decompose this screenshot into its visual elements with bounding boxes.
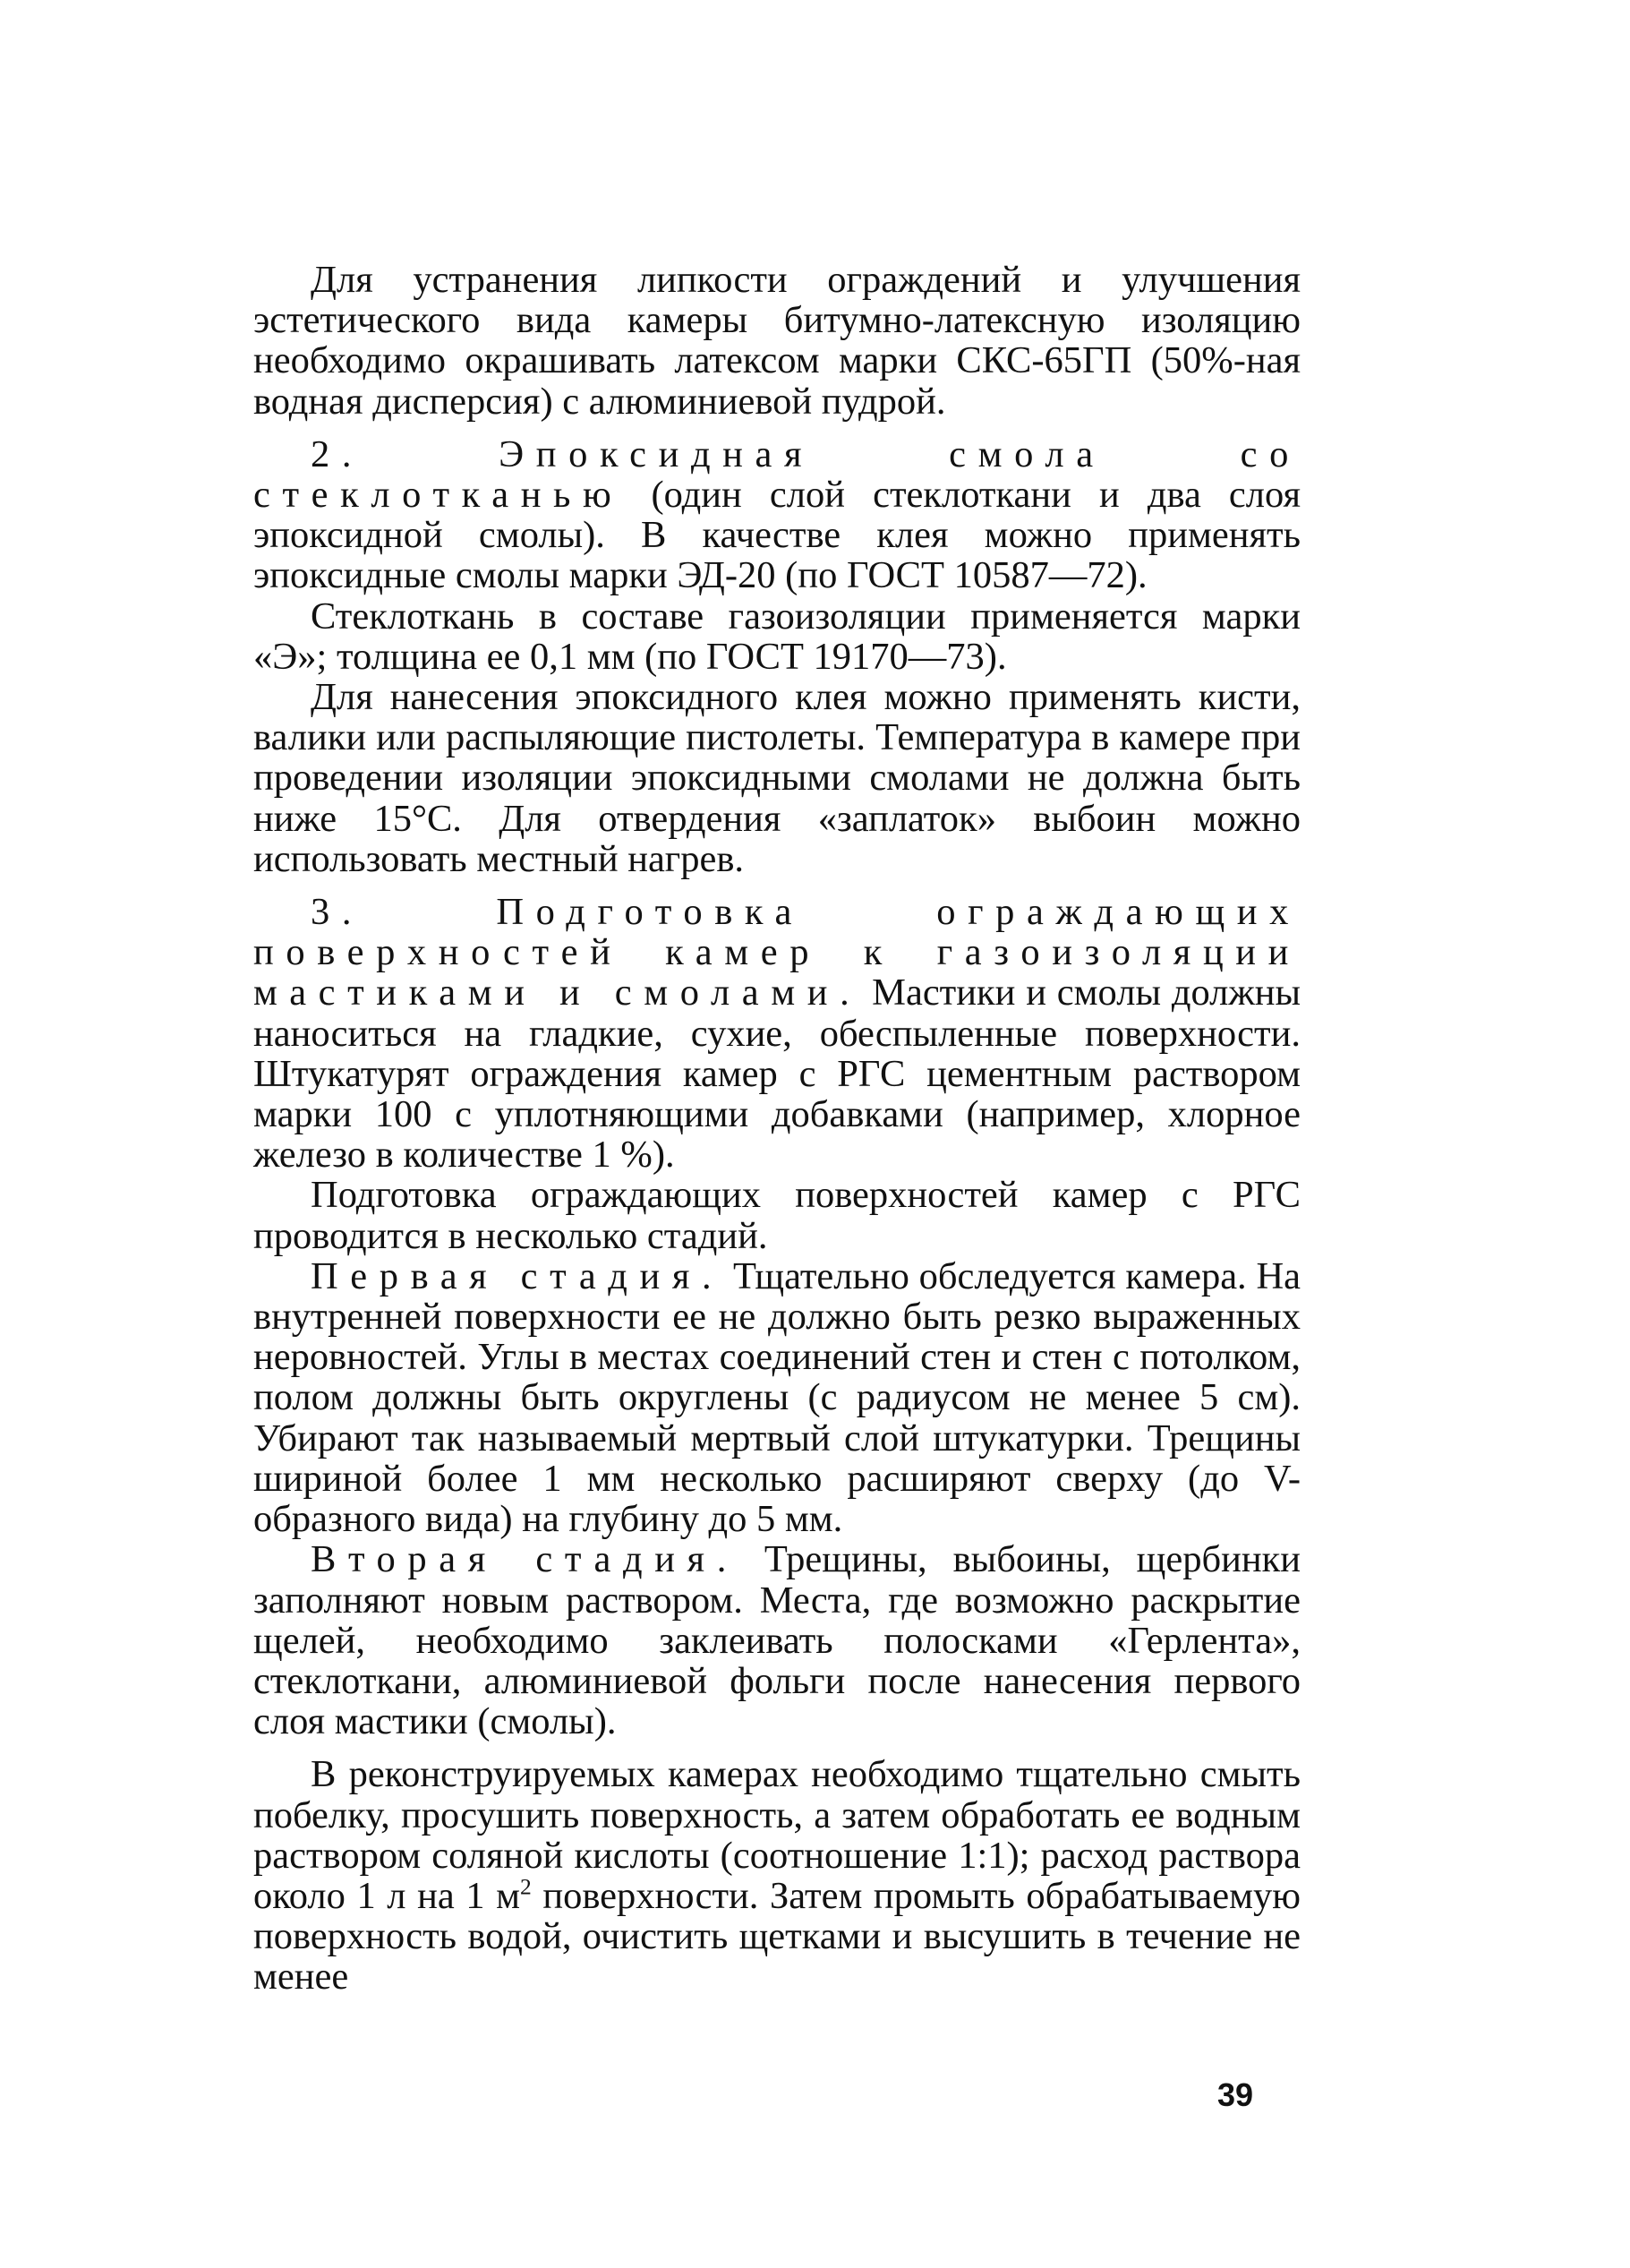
superscript-2: 2	[520, 1873, 532, 1900]
paragraph-8-text: Трещины, выбоины, щербинки заполняют новым раствором. Места, где возможно раскрытие щелей, необходимо заклеивать полосками «Герлента», стеклоткани, алюминиевой фольги после нанесения первого слоя мастики (смолы).	[253, 1538, 1301, 1743]
paragraph-9-tail: поверхности. Затем промыть обрабатываемую поверхность водой, очистить щетками и высушить в течение не менее	[253, 1874, 1301, 1998]
paragraph-1-text: Для устранения липкости ограждений и улучшения эстетического вида камеры битумно-латексную изоляцию необходимо окрашивать латексом марки СКС-65ГП (50%-ная водная дисперсия) с алюминиевой пудрой.	[253, 259, 1301, 423]
paragraph-2-text: (один слой стеклоткани и два слоя эпоксидной смолы). В качестве клея можно применять эпоксидные смолы марки ЭД-20 (по ГОСТ 10587—72).	[253, 474, 1301, 597]
paragraph-2-heading: 2. Эпоксидная смола со стеклотканью	[253, 432, 1301, 517]
paragraph-3-text: Стеклоткань в составе газоизоляции применяется марки «Э»; толщина ее 0,1 мм (по ГОСТ 19170—73).	[253, 595, 1301, 678]
paragraph-1	[253, 260, 1301, 422]
paragraph-8	[253, 1539, 1301, 1742]
paragraph-6-text: Подготовка ограждающих поверхностей камер с РГС проводится в несколько стадий.	[253, 1174, 1301, 1257]
paragraph-9-text: В реконструируемых камерах необходимо тщательно смыть побелку, просушить поверхность, а затем обработать ее водным раствором соляной кислоты (соотношение 1:1); расход раствора около 1 л на 1 м	[253, 1753, 1301, 1917]
paragraph-4-text: Для нанесения эпоксидного клея можно применять кисти, валики или распыляющие пистолеты. Температура в камере при проведении изоляции эпоксидными смолами не должна быть ниже 15°С. Для отвердения «заплаток» выбоин можно использовать местный нагрев.	[253, 676, 1301, 880]
paragraph-7-heading: Первая стадия.	[311, 1254, 724, 1297]
paragraph-5-heading: 3. Подготовка ограждающих поверхностей камер к газоизоляции мастиками и смолами.	[253, 891, 1301, 1014]
paragraph-3	[253, 596, 1301, 677]
page-number: 39	[1217, 2076, 1254, 2113]
paragraph-6	[253, 1175, 1301, 1255]
paragraph-9	[253, 1754, 1301, 1997]
paragraph-4	[253, 677, 1301, 879]
paragraph-2	[253, 434, 1301, 596]
paragraph-5	[253, 892, 1301, 1175]
body-text	[253, 260, 1301, 1998]
paragraph-7	[253, 1256, 1301, 1539]
paragraph-5-text: Мастики и смолы должны наноситься на гладкие, сухие, обеспыленные поверхности. Штукатурят ограждения камер с РГС цементным раствором марки 100 с уплотняющими добавками (например, хлорное железо в количестве 1 %).	[253, 971, 1301, 1177]
paragraph-8-heading: Вторая стадия.	[311, 1538, 738, 1581]
paragraph-7-text: Тщательно обследуется камера. На внутренней поверхности ее не должно быть резко выраженных неровностей. Углы в местах соединений стен и стен с потолком, полом должны быть округлены (с радиусом не менее 5 см). Убирают так называемый мертвый слой штукатурки. Трещины шириной более 1 мм несколько расширяют сверху (до V-образного вида) на глубину до 5 мм.	[253, 1254, 1301, 1541]
